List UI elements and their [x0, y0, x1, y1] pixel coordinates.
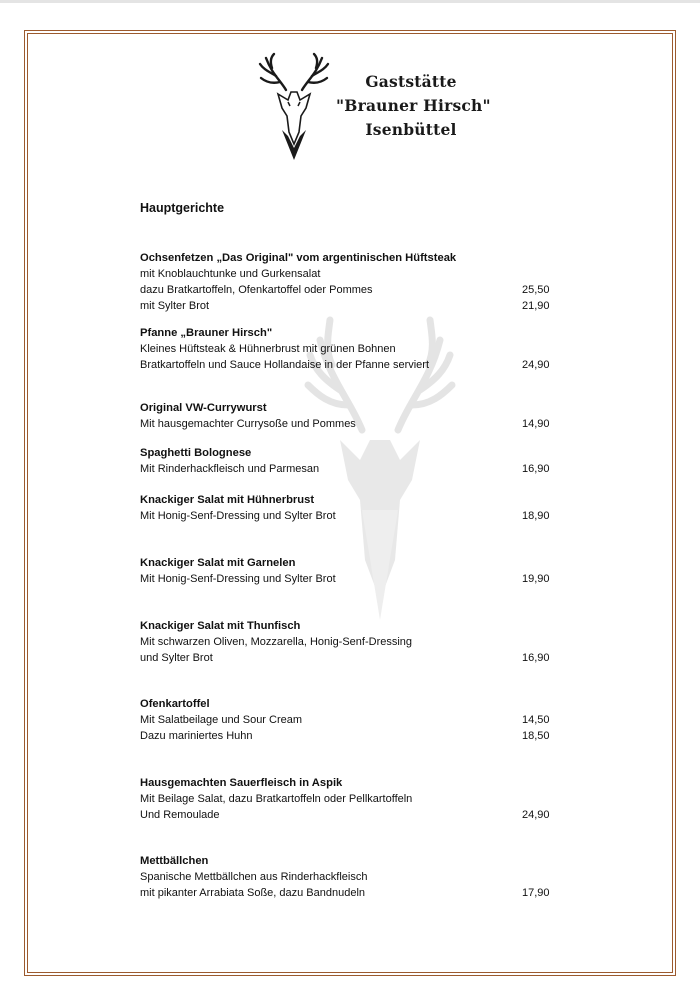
menu-item-line [140, 357, 560, 373]
menu-item-name: Pfanne „Brauner Hirsch" [140, 327, 273, 339]
menu-item-price: 18,90 [522, 510, 550, 522]
top-divider [0, 0, 700, 3]
menu-item-description: mit pikanter Arrabiata Soße, dazu Bandnudeln [140, 887, 366, 899]
menu-item-description: Mit Salatbeilage und Sour Cream [140, 714, 303, 726]
menu-item [140, 618, 560, 666]
menu-item-name: Ochsenfetzen „Das Original" vom argentinischen Hüftsteak [140, 252, 457, 264]
menu-item-name: Spaghetti Bolognese [140, 447, 252, 459]
menu-item-name: Mettbällchen [140, 855, 209, 867]
menu-item-price: 14,90 [522, 418, 550, 430]
menu-item [140, 250, 560, 314]
menu-item [140, 555, 560, 587]
menu-item [140, 775, 560, 823]
menu-item-line [140, 885, 560, 901]
deer-head-icon [258, 52, 330, 162]
menu-item-description: mit Sylter Brot [140, 300, 210, 312]
logo-line-3: Isenbüttel [365, 120, 457, 139]
section-title: Hauptgerichte [140, 201, 225, 215]
menu-item-line [140, 791, 560, 807]
menu-item-name: Ofenkartoffel [140, 698, 210, 710]
menu-item-description: Mit Honig-Senf-Dressing und Sylter Brot [140, 510, 336, 522]
menu-item-description: mit Knoblauchtunke und Gurkensalat [140, 268, 321, 280]
menu-item-name: Hausgemachten Sauerfleisch in Aspik [140, 777, 343, 789]
menu-item-line [140, 298, 560, 314]
menu-item [140, 325, 560, 373]
menu-item-line [140, 282, 560, 298]
menu-item-description: Dazu mariniertes Huhn [140, 730, 253, 742]
menu-item-price: 16,90 [522, 463, 550, 475]
menu-item-description: und Sylter Brot [140, 652, 213, 664]
logo-line-2: "Brauner Hirsch" [336, 96, 491, 115]
menu-item-description: Mit Honig-Senf-Dressing und Sylter Brot [140, 573, 336, 585]
menu-item-description: Bratkartoffeln und Sauce Hollandaise in der Pfanne serviert [140, 359, 430, 371]
menu-item [140, 696, 560, 744]
menu-item-line [140, 508, 560, 524]
menu-item-line [140, 571, 560, 587]
menu-item-price: 21,90 [522, 300, 550, 312]
menu-item-name: Knackiger Salat mit Garnelen [140, 557, 296, 569]
menu-item-name: Original VW-Currywurst [140, 402, 267, 414]
restaurant-name [336, 70, 491, 142]
menu-item [140, 853, 560, 901]
menu-item-description: Mit Rinderhackfleisch und Parmesan [140, 463, 320, 475]
menu-item-price: 19,90 [522, 573, 550, 585]
menu-item-line [140, 650, 560, 666]
menu-item-line [140, 634, 560, 650]
menu-item-description: Spanische Mettbällchen aus Rinderhackfleisch [140, 871, 368, 883]
menu-item-price: 25,50 [522, 284, 550, 296]
menu-item-description: Und Remoulade [140, 809, 220, 821]
menu-item-line [140, 712, 560, 728]
menu-item-line [140, 869, 560, 885]
menu-item-line [140, 728, 560, 744]
menu-item-description: Mit hausgemachter Currysoße und Pommes [140, 418, 356, 430]
menu-item-description: Mit schwarzen Oliven, Mozzarella, Honig-Senf-Dressing [140, 636, 413, 648]
menu-item-price: 18,50 [522, 730, 550, 742]
menu-item-line [140, 341, 560, 357]
menu-item-price: 14,50 [522, 714, 550, 726]
menu-item-price: 16,90 [522, 652, 550, 664]
menu-item-description: Mit Beilage Salat, dazu Bratkartoffeln oder Pellkartoffeln [140, 793, 413, 805]
menu-item-description: Kleines Hüftsteak & Hühnerbrust mit grünen Bohnen [140, 343, 396, 355]
menu-item-line [140, 807, 560, 823]
menu-item [140, 400, 560, 432]
menu-item-line [140, 416, 560, 432]
menu-item-name: Knackiger Salat mit Hühnerbrust [140, 494, 315, 506]
menu-item-line [140, 461, 560, 477]
logo-line-1: Gaststätte [365, 72, 457, 91]
menu-item-price: 24,90 [522, 809, 550, 821]
menu-item [140, 492, 560, 524]
menu-item-description: dazu Bratkartoffeln, Ofenkartoffel oder Pommes [140, 284, 373, 296]
menu-item-name: Knackiger Salat mit Thunfisch [140, 620, 301, 632]
menu-item-price: 24,90 [522, 359, 550, 371]
menu-item-line [140, 266, 560, 282]
menu-item [140, 445, 560, 477]
menu-item-price: 17,90 [522, 887, 550, 899]
